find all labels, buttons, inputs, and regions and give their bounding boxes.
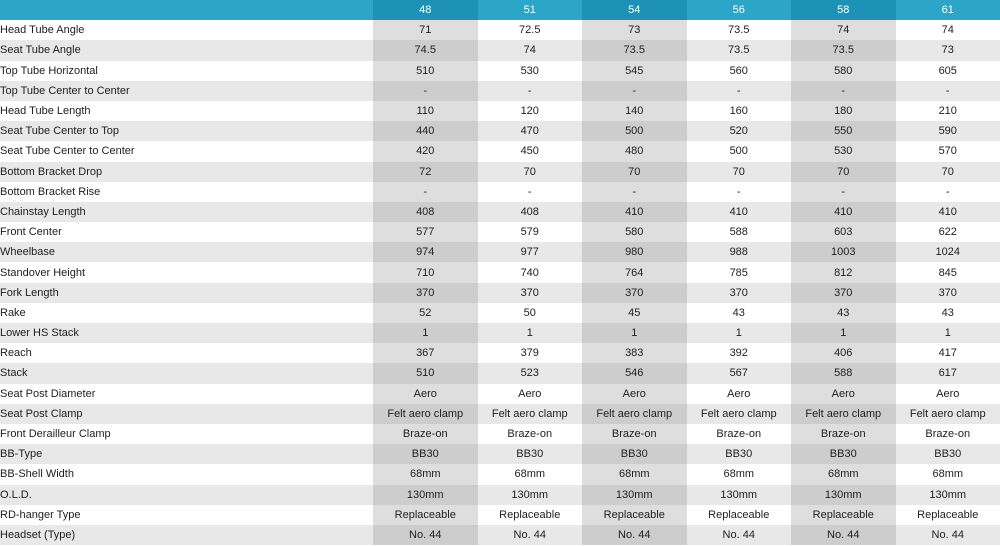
cell-size-54: BB30	[582, 444, 687, 464]
cell-size-61: 417	[896, 343, 1000, 363]
cell-size-48: 420	[373, 141, 478, 161]
cell-size-56: 392	[687, 343, 792, 363]
cell-size-61: Braze-on	[896, 424, 1000, 444]
cell-size-51: 1	[478, 323, 583, 343]
cell-size-56: 1	[687, 323, 792, 343]
cell-size-56: 73.5	[687, 20, 792, 40]
row-label: Head Tube Angle	[0, 20, 373, 40]
cell-size-54: 73	[582, 20, 687, 40]
cell-size-61: BB30	[896, 444, 1000, 464]
table-row	[0, 20, 1000, 40]
cell-size-61: 410	[896, 202, 1000, 222]
cell-size-54: 370	[582, 283, 687, 303]
cell-size-54: 383	[582, 343, 687, 363]
cell-size-58: 180	[791, 101, 896, 121]
cell-size-51: 450	[478, 141, 583, 161]
cell-size-58: 1	[791, 323, 896, 343]
row-label: Seat Tube Center to Center	[0, 141, 373, 161]
cell-size-58: 603	[791, 222, 896, 242]
cell-size-51: Aero	[478, 384, 583, 404]
cell-size-56: 130mm	[687, 485, 792, 505]
cell-size-61: -	[896, 81, 1000, 101]
cell-size-48: 52	[373, 303, 478, 323]
cell-size-54: 45	[582, 303, 687, 323]
cell-size-58: 73.5	[791, 40, 896, 60]
cell-size-48: 130mm	[373, 485, 478, 505]
cell-size-54: Braze-on	[582, 424, 687, 444]
cell-size-61: 845	[896, 262, 1000, 282]
cell-size-58: 68mm	[791, 464, 896, 484]
cell-size-58: BB30	[791, 444, 896, 464]
row-label: Lower HS Stack	[0, 323, 373, 343]
row-label: Fork Length	[0, 283, 373, 303]
cell-size-58: 410	[791, 202, 896, 222]
cell-size-61: 43	[896, 303, 1000, 323]
header-blank-cell	[0, 0, 373, 20]
cell-size-61: 210	[896, 101, 1000, 121]
cell-size-58: 370	[791, 283, 896, 303]
table-row	[0, 363, 1000, 383]
cell-size-54: 70	[582, 162, 687, 182]
row-label: BB-Type	[0, 444, 373, 464]
cell-size-48: 367	[373, 343, 478, 363]
size-header-row	[0, 0, 1000, 20]
cell-size-56: 588	[687, 222, 792, 242]
cell-size-54: 545	[582, 61, 687, 81]
cell-size-58: 588	[791, 363, 896, 383]
cell-size-51: 977	[478, 242, 583, 262]
cell-size-51: 50	[478, 303, 583, 323]
cell-size-51: -	[478, 182, 583, 202]
table-row	[0, 424, 1000, 444]
cell-size-58: 43	[791, 303, 896, 323]
table-row	[0, 485, 1000, 505]
cell-size-48: Felt aero clamp	[373, 404, 478, 424]
cell-size-54: -	[582, 182, 687, 202]
cell-size-56: 370	[687, 283, 792, 303]
row-label: Wheelbase	[0, 242, 373, 262]
cell-size-56: Braze-on	[687, 424, 792, 444]
cell-size-56: 560	[687, 61, 792, 81]
cell-size-61: Aero	[896, 384, 1000, 404]
cell-size-54: 140	[582, 101, 687, 121]
cell-size-56: 73.5	[687, 40, 792, 60]
row-label: Top Tube Horizontal	[0, 61, 373, 81]
cell-size-58: -	[791, 182, 896, 202]
cell-size-58: 130mm	[791, 485, 896, 505]
cell-size-56: 500	[687, 141, 792, 161]
row-label: RD-hanger Type	[0, 505, 373, 525]
cell-size-56: 785	[687, 262, 792, 282]
cell-size-48: 68mm	[373, 464, 478, 484]
cell-size-58: 1003	[791, 242, 896, 262]
cell-size-51: 408	[478, 202, 583, 222]
cell-size-56: Replaceable	[687, 505, 792, 525]
cell-size-51: 579	[478, 222, 583, 242]
cell-size-58: No. 44	[791, 525, 896, 545]
cell-size-51: 370	[478, 283, 583, 303]
cell-size-61: 68mm	[896, 464, 1000, 484]
cell-size-51: 68mm	[478, 464, 583, 484]
cell-size-51: Felt aero clamp	[478, 404, 583, 424]
cell-size-48: 510	[373, 61, 478, 81]
cell-size-61: 1024	[896, 242, 1000, 262]
cell-size-48: Aero	[373, 384, 478, 404]
table-row	[0, 343, 1000, 363]
row-label: Stack	[0, 363, 373, 383]
cell-size-48: No. 44	[373, 525, 478, 545]
cell-size-56: -	[687, 182, 792, 202]
cell-size-54: 764	[582, 262, 687, 282]
cell-size-48: 408	[373, 202, 478, 222]
size-header-58: 58	[791, 0, 896, 20]
cell-size-58: 550	[791, 121, 896, 141]
cell-size-58: Felt aero clamp	[791, 404, 896, 424]
cell-size-48: -	[373, 81, 478, 101]
cell-size-58: Aero	[791, 384, 896, 404]
cell-size-48: 1	[373, 323, 478, 343]
size-header-56: 56	[732, 4, 745, 17]
cell-size-56: 70	[687, 162, 792, 182]
cell-size-48: 74.5	[373, 40, 478, 60]
table-row	[0, 61, 1000, 81]
cell-size-54: 130mm	[582, 485, 687, 505]
cell-size-51: 523	[478, 363, 583, 383]
cell-size-56: -	[687, 81, 792, 101]
table-row	[0, 242, 1000, 262]
cell-size-56: Felt aero clamp	[687, 404, 792, 424]
cell-size-54: 480	[582, 141, 687, 161]
cell-size-58: -	[791, 81, 896, 101]
cell-size-61: 70	[896, 162, 1000, 182]
cell-size-48: 577	[373, 222, 478, 242]
row-label: Seat Post Diameter	[0, 384, 373, 404]
cell-size-51: 120	[478, 101, 583, 121]
cell-size-54: 1	[582, 323, 687, 343]
table-row	[0, 222, 1000, 242]
cell-size-61: No. 44	[896, 525, 1000, 545]
cell-size-54: No. 44	[582, 525, 687, 545]
cell-size-51: Replaceable	[478, 505, 583, 525]
table-row	[0, 141, 1000, 161]
cell-size-51: Braze-on	[478, 424, 583, 444]
cell-size-61: 605	[896, 61, 1000, 81]
cell-size-61: Felt aero clamp	[896, 404, 1000, 424]
cell-size-51: 740	[478, 262, 583, 282]
cell-size-54: Replaceable	[582, 505, 687, 525]
cell-size-48: 974	[373, 242, 478, 262]
row-label: Rake	[0, 303, 373, 323]
size-header-61: 61	[941, 4, 954, 17]
cell-size-58: 812	[791, 262, 896, 282]
cell-size-54: 500	[582, 121, 687, 141]
row-label: Top Tube Center to Center	[0, 81, 373, 101]
cell-size-48: -	[373, 182, 478, 202]
cell-size-54: 980	[582, 242, 687, 262]
table-row	[0, 384, 1000, 404]
cell-size-58: 74	[791, 20, 896, 40]
row-label: Bottom Bracket Rise	[0, 182, 373, 202]
row-label: Reach	[0, 343, 373, 363]
cell-size-48: 510	[373, 363, 478, 383]
cell-size-56: Aero	[687, 384, 792, 404]
cell-size-51: BB30	[478, 444, 583, 464]
cell-size-56: 988	[687, 242, 792, 262]
cell-size-54: 73.5	[582, 40, 687, 60]
table-row	[0, 525, 1000, 545]
row-label: Seat Tube Angle	[0, 40, 373, 60]
table-row	[0, 323, 1000, 343]
cell-size-58: Replaceable	[791, 505, 896, 525]
cell-size-61: 622	[896, 222, 1000, 242]
cell-size-54: -	[582, 81, 687, 101]
cell-size-48: 710	[373, 262, 478, 282]
row-label: O.L.D.	[0, 485, 373, 505]
cell-size-61: 73	[896, 40, 1000, 60]
table-row	[0, 202, 1000, 222]
cell-size-61: 130mm	[896, 485, 1000, 505]
cell-size-51: -	[478, 81, 583, 101]
cell-size-56: 160	[687, 101, 792, 121]
cell-size-56: No. 44	[687, 525, 792, 545]
cell-size-48: 72	[373, 162, 478, 182]
table-row	[0, 464, 1000, 484]
cell-size-56: 68mm	[687, 464, 792, 484]
size-header-51: 51	[523, 4, 536, 17]
cell-size-54: 410	[582, 202, 687, 222]
row-label: Headset (Type)	[0, 525, 373, 545]
row-label: Seat Tube Center to Top	[0, 121, 373, 141]
cell-size-56: 567	[687, 363, 792, 383]
cell-size-48: 71	[373, 20, 478, 40]
cell-size-51: 530	[478, 61, 583, 81]
row-label: Standover Height	[0, 262, 373, 282]
row-label: Head Tube Length	[0, 101, 373, 121]
table-row	[0, 182, 1000, 202]
cell-size-56: BB30	[687, 444, 792, 464]
cell-size-58: 406	[791, 343, 896, 363]
size-header-48: 48	[373, 0, 478, 20]
geometry-table-body	[0, 20, 1000, 545]
cell-size-48: Braze-on	[373, 424, 478, 444]
cell-size-58: 70	[791, 162, 896, 182]
table-row	[0, 303, 1000, 323]
cell-size-56: 43	[687, 303, 792, 323]
cell-size-48: Replaceable	[373, 505, 478, 525]
cell-size-56: 520	[687, 121, 792, 141]
row-label: Bottom Bracket Drop	[0, 162, 373, 182]
cell-size-48: BB30	[373, 444, 478, 464]
cell-size-61: Replaceable	[896, 505, 1000, 525]
cell-size-56: 410	[687, 202, 792, 222]
cell-size-51: 130mm	[478, 485, 583, 505]
cell-size-58: 580	[791, 61, 896, 81]
cell-size-61: -	[896, 182, 1000, 202]
row-label: Front Center	[0, 222, 373, 242]
cell-size-54: Felt aero clamp	[582, 404, 687, 424]
row-label: Seat Post Clamp	[0, 404, 373, 424]
table-row	[0, 283, 1000, 303]
cell-size-54: 68mm	[582, 464, 687, 484]
cell-size-48: 440	[373, 121, 478, 141]
row-label: Front Derailleur Clamp	[0, 424, 373, 444]
cell-size-58: Braze-on	[791, 424, 896, 444]
table-row	[0, 121, 1000, 141]
cell-size-51: 70	[478, 162, 583, 182]
cell-size-61: 617	[896, 363, 1000, 383]
cell-size-51: 470	[478, 121, 583, 141]
cell-size-54: 546	[582, 363, 687, 383]
table-row	[0, 404, 1000, 424]
cell-size-61: 1	[896, 323, 1000, 343]
table-row	[0, 262, 1000, 282]
table-row	[0, 444, 1000, 464]
cell-size-61: 590	[896, 121, 1000, 141]
cell-size-51: 72.5	[478, 20, 583, 40]
cell-size-61: 74	[896, 20, 1000, 40]
row-label: BB-Shell Width	[0, 464, 373, 484]
cell-size-54: 580	[582, 222, 687, 242]
table-row	[0, 162, 1000, 182]
cell-size-61: 370	[896, 283, 1000, 303]
table-row	[0, 40, 1000, 60]
cell-size-51: 74	[478, 40, 583, 60]
cell-size-48: 110	[373, 101, 478, 121]
row-label: Chainstay Length	[0, 202, 373, 222]
cell-size-61: 570	[896, 141, 1000, 161]
cell-size-54: Aero	[582, 384, 687, 404]
table-row	[0, 505, 1000, 525]
cell-size-51: 379	[478, 343, 583, 363]
cell-size-51: No. 44	[478, 525, 583, 545]
cell-size-48: 370	[373, 283, 478, 303]
table-row	[0, 81, 1000, 101]
cell-size-58: 530	[791, 141, 896, 161]
table-row	[0, 101, 1000, 121]
size-header-54: 54	[582, 0, 687, 20]
